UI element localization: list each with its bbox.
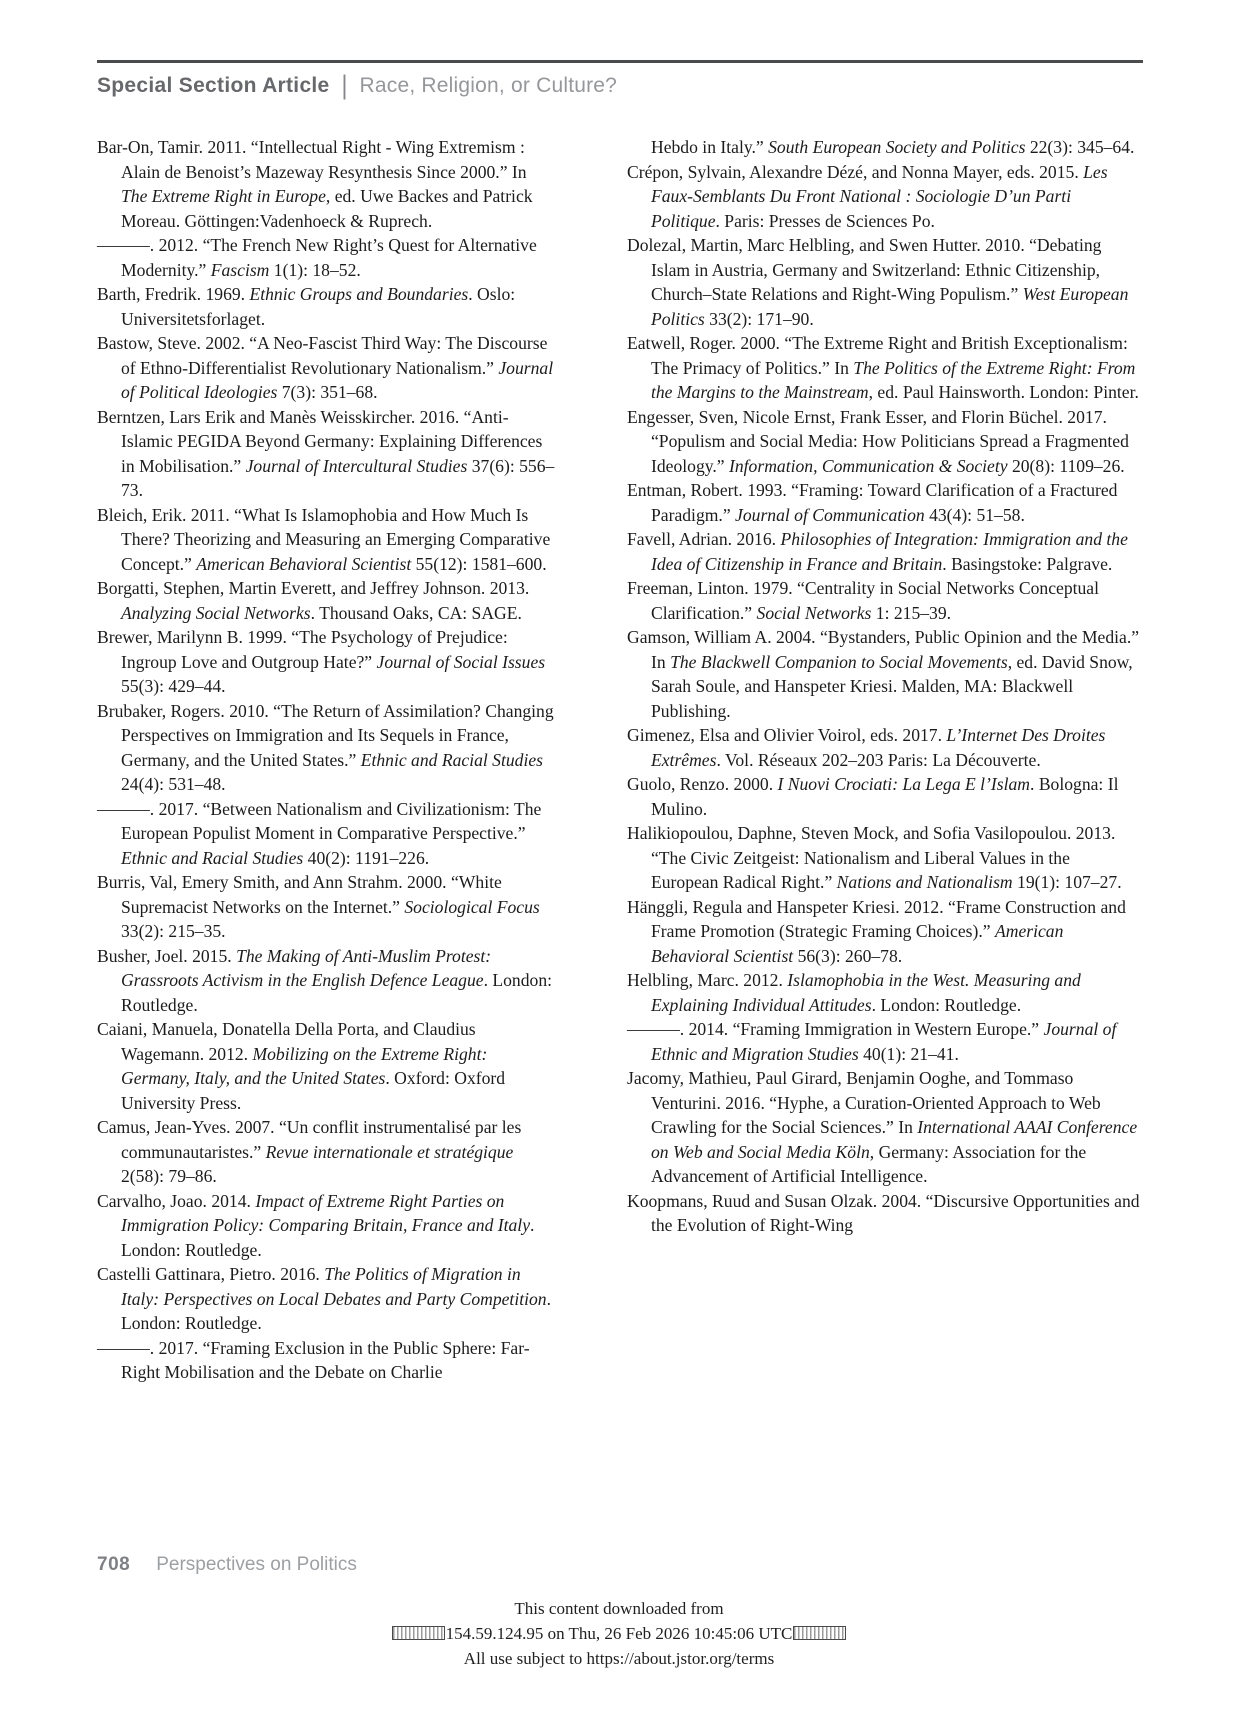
reference-entry: ———. 2017. “Framing Exclusion in the Public Sphere: Far-Right Mobilisation and the Debate on Charlie (97, 1337, 530, 1382)
reference-entry: Burris, Val, Emery Smith, and Ann Strahm. 2000. “White Supremacist Networks on the Internet.” Sociological Focus 33(2): 215–35. (97, 872, 540, 941)
reference-entry: Hänggli, Regula and Hanspeter Kriesi. 2012. “Frame Construction and Frame Promotion (Strategic Framing Choices).” American Behavioral Scientist 56(3): 260–78. (627, 896, 1126, 966)
reference-entry: Castelli Gattinara, Pietro. 2016. The Politics of Migration in Italy: Perspectives on Local Debates and Party Competition. London: Routledge. (97, 1264, 551, 1333)
article-title: Race, Religion, or Culture? (359, 73, 618, 97)
reference-entry: Gimenez, Elsa and Olivier Voirol, eds. 2017. L’Internet Des Droites Extrêmes. Vol. Réseaux 202–203 Paris: La Découverte. (627, 725, 1106, 770)
reference-entry: Helbling, Marc. 2012. Islamophobia in the West. Measuring and Explaining Individual Attitudes. London: Routledge. (627, 970, 1081, 1015)
reference-entry: Crépon, Sylvain, Alexandre Dézé, and Nonna Mayer, eds. 2015. Les Faux-Semblants Du Front National : Sociologie D’un Parti Politique. Paris: Presses de Sciences Po. (627, 161, 1108, 231)
reference-entry: Berntzen, Lars Erik and Manès Weisskircher. 2016. “Anti-Islamic PEGIDA Beyond Germany: Explaining Differences in Mobilisation.” Journal of Intercultural Studies 37(6): 556–73. (97, 406, 555, 500)
reference-entry: Jacomy, Mathieu, Paul Girard, Benjamin Ooghe, and Tommaso Venturini. 2016. “Hyphe, a Curation-Oriented Approach to Web Crawling for the Social Sciences.” In International AAAI Conference on Web and Social Media Köln, Germany: Association for the Advancement of Artificial Intelligence. (627, 1068, 1138, 1186)
reference-entry: Borgatti, Stephen, Martin Everett, and Jeffrey Johnson. 2013. Analyzing Social Networks. Thousand Oaks, CA: SAGE. (97, 578, 530, 623)
reference-entry: Halikiopoulou, Daphne, Steven Mock, and Sofia Vasilopoulou. 2013. “The Civic Zeitgeist: Nationalism and Liberal Values in the European Radical Right.” Nations and Nationalism 19(1): 107–27. (627, 823, 1122, 892)
redaction-stripes-icon (793, 1626, 846, 1640)
running-head (97, 60, 1143, 99)
reference-entry: Koopmans, Ruud and Susan Olzak. 2004. “Discursive Opportunities and the Evolution of Right-Wing (627, 1190, 1140, 1235)
reference-entry: Hebdo in Italy.” South European Society and Politics 22(3): 345–64. (651, 137, 1135, 157)
reference-entry: ———. 2014. “Framing Immigration in Western Europe.” Journal of Ethnic and Migration Studies 40(1): 21–41. (627, 1019, 1117, 1064)
reference-entry: Dolezal, Martin, Marc Helbling, and Swen Hutter. 2010. “Debating Islam in Austria, Germany and Switzerland: Ethnic Citizenship, Church–State Relations and Right-Wing Populism.” West European Politics 33(2): 171–90. (627, 235, 1129, 329)
reference-entry: Camus, Jean-Yves. 2007. “Un conflit instrumentalisé par les communautaristes.” Revue internationale et stratégique 2(58): 79–86. (97, 1117, 522, 1186)
reference-entry: Brewer, Marilynn B. 1999. “The Psychology of Prejudice: Ingroup Love and Outgroup Hate?” Journal of Social Issues 55(3): 429–44. (97, 627, 546, 696)
journal-name: Perspectives on Politics (156, 1554, 357, 1575)
download-notice-line2 (0, 1621, 1238, 1646)
reference-entry: Engesser, Sven, Nicole Ernst, Frank Esser, and Florin Büchel. 2017. “Populism and Social Media: How Politicians Spread a Fragmented Ideology.” Information, Communication & Society 20(8): 1109–26. (627, 406, 1129, 476)
references-column-left (97, 135, 557, 1385)
references-section (97, 135, 1143, 1385)
reference-entry: Caiani, Manuela, Donatella Della Porta, and Claudius Wagemann. 2012. Mobilizing on the Extreme Right: Germany, Italy, and the United States. Oxford: Oxford University Press. (97, 1019, 506, 1113)
reference-entry: Carvalho, Joao. 2014. Impact of Extreme Right Parties on Immigration Policy: Comparing Britain, France and Italy. London: Routledge. (97, 1190, 535, 1260)
reference-entry: Bastow, Steve. 2002. “A Neo-Fascist Third Way: The Discourse of Ethno-Differentialist Revolutionary Nationalism.” Journal of Political Ideologies 7(3): 351–68. (97, 333, 554, 402)
download-ip-text: 154.59.124.95 on Thu, 26 Feb 2026 10:45:06 UTC (445, 1624, 793, 1643)
download-notice (0, 1596, 1238, 1671)
reference-entry: Bar-On, Tamir. 2011. “Intellectual Right - Wing Extremism : Alain de Benoist’s Mazeway Resynthesis Since 2000.” In The Extreme Right in Europe, ed. Uwe Backes and Patrick Moreau. Göttingen:Vadenhoeck & Ruprech. (97, 137, 533, 231)
header-separator: | (341, 69, 348, 100)
reference-entry: Eatwell, Roger. 2000. “The Extreme Right and British Exceptionalism: The Primacy of Politics.” In The Politics of the Extreme Right: From the Margins to the Mainstream, ed. Paul Hainsworth. London: Pinter. (627, 333, 1139, 402)
download-notice-line1: This content downloaded from (514, 1599, 724, 1618)
reference-entry: Brubaker, Rogers. 2010. “The Return of Assimilation? Changing Perspectives on Immigration and Its Sequels in France, Germany, and the United States.” Ethnic and Racial Studies 24(4): 531–48. (97, 700, 554, 794)
reference-entry: Guolo, Renzo. 2000. I Nuovi Crociati: La Lega E l’Islam. Bologna: Il Mulino. (627, 774, 1119, 819)
reference-entry: Favell, Adrian. 2016. Philosophies of Integration: Immigration and the Idea of Citizenship in France and Britain. Basingstoke: Palgrave. (627, 529, 1128, 574)
references-column-right (627, 135, 1141, 1385)
page-number: 708 (97, 1554, 131, 1575)
redaction-stripes-icon (392, 1626, 445, 1640)
reference-entry: Freeman, Linton. 1979. “Centrality in Social Networks Conceptual Clarification.” Social Networks 1: 215–39. (627, 578, 1099, 623)
reference-entry: ———. 2017. “Between Nationalism and Civilizationism: The European Populist Moment in Comparative Perspective.” Ethnic and Racial Studies 40(2): 1191–226. (97, 798, 542, 868)
section-label: Special Section Article (97, 73, 330, 97)
download-notice-line3: All use subject to https://about.jstor.org/terms (463, 1649, 775, 1668)
reference-entry: Busher, Joel. 2015. The Making of Anti-Muslim Protest: Grassroots Activism in the English Defence League. London: Routledge. (97, 945, 553, 1015)
page-footer (97, 1554, 357, 1576)
reference-entry: Entman, Robert. 1993. “Framing: Toward Clarification of a Fractured Paradigm.” Journal of Communication 43(4): 51–58. (627, 480, 1118, 525)
reference-entry: Bleich, Erik. 2011. “What Is Islamophobia and How Much Is There? Theorizing and Measuring an Emerging Comparative Concept.” American Behavioral Scientist 55(12): 1581–600. (97, 504, 551, 574)
reference-entry: Barth, Fredrik. 1969. Ethnic Groups and Boundaries. Oslo: Universitetsforlaget. (97, 284, 516, 329)
reference-entry: Gamson, William A. 2004. “Bystanders, Public Opinion and the Media.” In The Blackwell Companion to Social Movements, ed. David Snow, Sarah Soule, and Hanspeter Kriesi. Malden, MA: Blackwell Publishing. (627, 627, 1140, 721)
reference-entry: ———. 2012. “The French New Right’s Quest for Alternative Modernity.” Fascism 1(1): 18–52. (97, 235, 537, 280)
